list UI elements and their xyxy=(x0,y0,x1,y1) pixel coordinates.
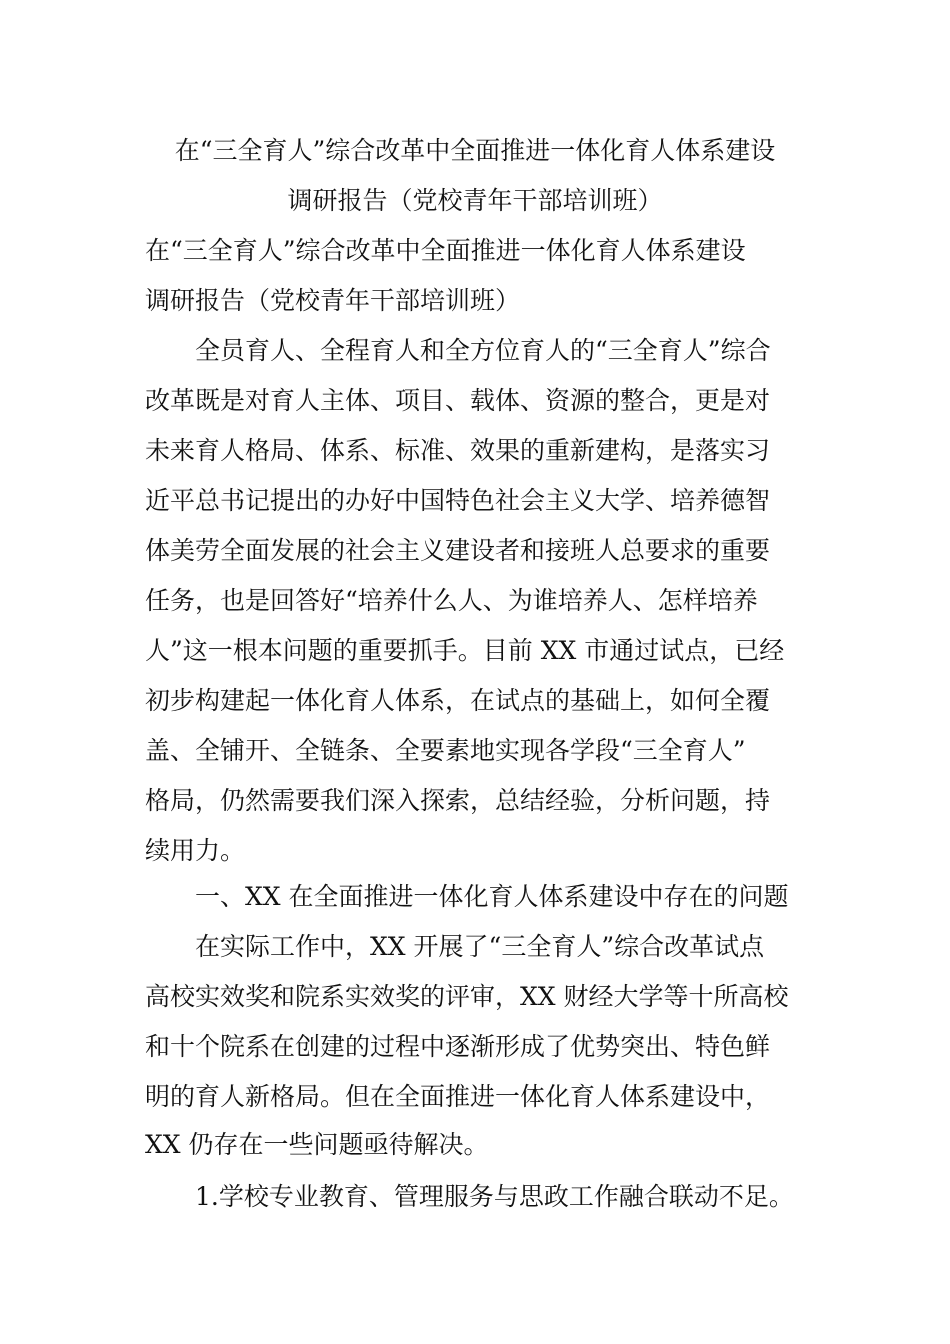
body-line: 初步构建起一体化育人体系，在试点的基础上，如何全覆 xyxy=(145,686,771,715)
body-line: 高校实效奖和院系实效奖的评审，XX 财经大学等十所高校 xyxy=(145,982,789,1011)
body-line: 格局，仍然需要我们深入探索，总结经验，分析问题，持 xyxy=(145,786,771,815)
body-line: 体美劳全面发展的社会主义建设者和接班人总要求的重要 xyxy=(145,536,771,565)
body-line: 任务，也是回答好“培养什么人、为谁培养人、怎样培养 xyxy=(145,586,758,615)
body-line: 续用力。 xyxy=(145,836,246,865)
body-line: 在“三全育人”综合改革中全面推进一体化育人体系建设 xyxy=(145,236,746,265)
body-line: 近平总书记提出的办好中国特色社会主义大学、培养德智 xyxy=(145,486,771,515)
body-line: 明的育人新格局。但在全面推进一体化育人体系建设中， xyxy=(145,1082,771,1111)
body-line: 盖、全铺开、全链条、全要素地实现各学段“三全育人” xyxy=(145,736,746,765)
body-line: 在实际工作中，XX 开展了“三全育人”综合改革试点 xyxy=(145,932,765,961)
document-title-line-2: 调研报告（党校青年干部培训班） xyxy=(287,186,663,215)
document-title-line-1: 在“三全育人”综合改革中全面推进一体化育人体系建设 xyxy=(174,136,776,165)
body-line: XX 仍存在一些问题亟待解决。 xyxy=(145,1130,489,1159)
body-line: 改革既是对育人主体、项目、载体、资源的整合，更是对 xyxy=(145,386,771,415)
body-line: 和十个院系在创建的过程中逐渐形成了优势突出、特色鲜 xyxy=(145,1032,771,1061)
body-line: 全员育人、全程育人和全方位育人的“三全育人”综合 xyxy=(145,336,771,365)
subsection-heading: 1.学校专业教育、管理服务与思政工作融合联动不足。 xyxy=(145,1182,794,1211)
section-heading: 一、XX 在全面推进一体化育人体系建设中存在的问题 xyxy=(145,882,789,911)
body-line: 调研报告（党校青年干部培训班） xyxy=(145,286,521,315)
body-line: 人”这一根本问题的重要抓手。目前 XX 市通过试点，已经 xyxy=(145,636,785,665)
body-line: 未来育人格局、体系、标准、效果的重新建构，是落实习 xyxy=(145,436,771,465)
